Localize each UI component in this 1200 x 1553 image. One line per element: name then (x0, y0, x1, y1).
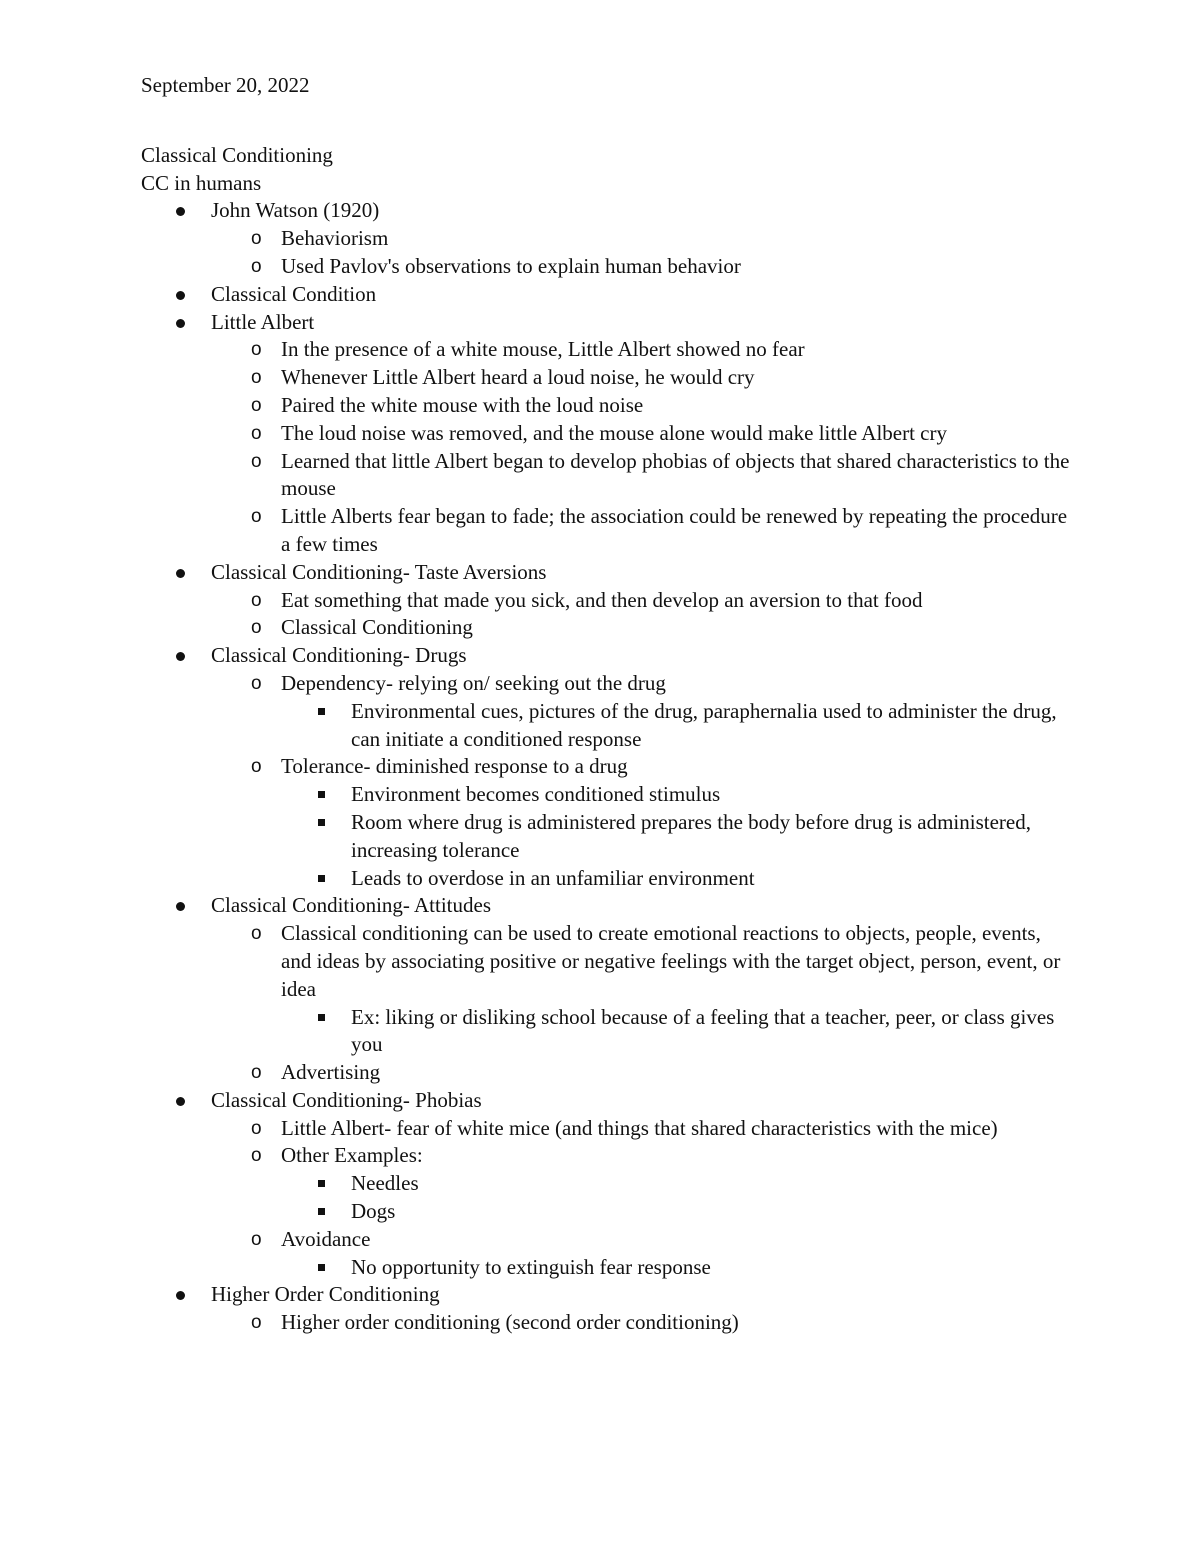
document-content (141, 72, 1071, 1337)
bullet-circle-icon: o (251, 1312, 262, 1334)
list-item-text: In the presence of a white mouse, Little Albert showed no fear (281, 337, 805, 362)
list-item-text: Room where drug is administered prepares the body before drug is administered, increasing tolerance (351, 809, 1031, 862)
list-item-text: Other Examples: (281, 1143, 423, 1168)
sub-list-level-2 (211, 1115, 1071, 1282)
list-item-level-1 (141, 892, 1071, 1087)
bullet-square-icon (318, 708, 325, 715)
list-item-text: Dependency- relying on/ seeking out the drug (281, 670, 666, 695)
blank-line (141, 100, 1071, 142)
bullet-circle-icon: o (251, 1117, 262, 1139)
bullet-circle-icon: o (251, 672, 262, 694)
sub-list-level-3 (281, 781, 1071, 892)
sub-list-level-3 (281, 1170, 1071, 1226)
bullet-dot-icon (176, 1097, 185, 1106)
list-item-level-2 (211, 503, 1071, 559)
bullet-circle-icon: o (251, 617, 262, 639)
list-item-level-2 (211, 1059, 1071, 1087)
sub-list-level-2 (211, 225, 1071, 281)
bullet-square-icon (318, 1208, 325, 1215)
list-item-level-1 (141, 1087, 1071, 1282)
list-item-text: Classical conditioning can be used to create emotional reactions to objects, people, events, and ideas by associating positive or negative feelings with the target object, person, event, or idea (281, 921, 1061, 1001)
notes-outline (141, 197, 1071, 1337)
list-item-text: Little Albert (211, 309, 315, 334)
bullet-dot-icon (176, 319, 185, 328)
list-item-text: John Watson (1920) (211, 198, 380, 223)
bullet-square-icon (318, 791, 325, 798)
bullet-circle-icon: o (251, 506, 262, 528)
bullet-dot-icon (176, 1291, 185, 1300)
list-item-level-3 (281, 1004, 1071, 1060)
bullet-dot-icon (176, 902, 185, 911)
sub-list-level-2 (211, 587, 1071, 643)
bullet-square-icon (318, 1264, 325, 1271)
bullet-dot-icon (176, 652, 185, 661)
bullet-circle-icon: o (251, 339, 262, 361)
list-item-level-3 (281, 1170, 1071, 1198)
list-item-text: Classical Conditioning- Attitudes (211, 893, 491, 918)
list-item-text: Advertising (281, 1060, 381, 1085)
list-item-level-2 (211, 920, 1071, 1059)
list-item-text: Little Alberts fear began to fade; the association could be renewed by repeating the procedure a few times (281, 504, 1068, 556)
list-item-level-3 (281, 1254, 1071, 1282)
list-item-text: Classical Conditioning- Phobias (211, 1087, 482, 1112)
list-item-text: Higher Order Conditioning (211, 1282, 440, 1307)
list-item-level-1 (141, 559, 1071, 642)
bullet-circle-icon: o (251, 923, 262, 945)
list-item-level-3 (281, 1198, 1071, 1226)
list-item-level-3 (281, 781, 1071, 809)
sub-list-level-3 (281, 1254, 1071, 1282)
bullet-circle-icon: o (251, 422, 262, 444)
bullet-circle-icon: o (251, 228, 262, 250)
bullet-square-icon (318, 819, 325, 826)
list-item-level-2 (211, 1226, 1071, 1282)
bullet-dot-icon (176, 291, 185, 300)
list-item-text: Used Pavlov's observations to explain human behavior (281, 253, 741, 278)
list-item-level-2 (211, 670, 1071, 753)
list-item-level-2 (211, 364, 1071, 392)
list-item-text: Environmental cues, pictures of the drug, paraphernalia used to administer the drug, can initiate a conditioned response (351, 698, 1057, 751)
list-item-text: Learned that little Albert began to develop phobias of objects that shared characteristics to the mouse (281, 448, 1070, 501)
list-item-level-2 (211, 587, 1071, 615)
list-item-level-1 (141, 197, 1071, 280)
bullet-circle-icon: o (251, 1062, 262, 1084)
list-item-level-2 (211, 614, 1071, 642)
list-item-level-3 (281, 809, 1071, 865)
sub-list-level-2 (211, 1309, 1071, 1337)
list-item-level-3 (281, 865, 1071, 893)
sub-list-level-2 (211, 336, 1071, 558)
list-item-level-1 (141, 642, 1071, 892)
list-item-text: Classical Conditioning- Taste Aversions (211, 559, 547, 584)
list-item-level-2 (211, 753, 1071, 892)
bullet-circle-icon: o (251, 756, 262, 778)
bullet-circle-icon: o (251, 589, 262, 611)
list-item-text: Paired the white mouse with the loud noise (281, 392, 644, 417)
sub-list-level-3 (281, 1004, 1071, 1060)
list-item-level-2 (211, 392, 1071, 420)
bullet-square-icon (318, 1014, 325, 1021)
list-item-text: The loud noise was removed, and the mouse alone would make little Albert cry (281, 420, 947, 445)
document-date: September 20, 2022 (141, 73, 310, 97)
list-item-text: Whenever Little Albert heard a loud noise, he would cry (281, 365, 755, 390)
document-title: Classical Conditioning (141, 142, 333, 167)
list-item-text: Avoidance (281, 1226, 371, 1251)
list-item-level-2 (211, 253, 1071, 281)
bullet-circle-icon: o (251, 450, 262, 472)
list-item-level-2 (211, 1142, 1071, 1225)
list-item-text: Environment becomes conditioned stimulus (351, 782, 721, 807)
list-item-text: Behaviorism (281, 226, 389, 251)
list-item-level-2 (211, 448, 1071, 504)
bullet-dot-icon (176, 569, 185, 578)
list-item-level-1 (141, 281, 1071, 309)
list-item-text: Little Albert- fear of white mice (and things that shared characteristics with the mice) (281, 1115, 998, 1140)
document-subtitle: CC in humans (141, 170, 262, 195)
list-item-text: Needles (351, 1171, 419, 1196)
list-item-text: Ex: liking or disliking school because of a feeling that a teacher, peer, or class gives you (351, 1004, 1055, 1057)
bullet-square-icon (318, 1180, 325, 1187)
list-item-text: Classical Conditioning (281, 615, 473, 640)
list-item-level-2 (211, 225, 1071, 253)
list-item-text: Classical Conditioning- Drugs (211, 643, 467, 668)
list-item-level-2 (211, 336, 1071, 364)
sub-list-level-2 (211, 670, 1071, 892)
bullet-dot-icon (176, 207, 185, 216)
sub-list-level-3 (281, 698, 1071, 754)
list-item-level-2 (211, 1309, 1071, 1337)
list-item-text: Dogs (351, 1199, 396, 1224)
list-item-level-3 (281, 698, 1071, 754)
sub-list-level-2 (211, 920, 1071, 1087)
list-item-text: Classical Condition (211, 281, 377, 306)
list-item-level-1 (141, 1281, 1071, 1337)
bullet-circle-icon: o (251, 367, 262, 389)
bullet-square-icon (318, 875, 325, 882)
list-item-text: Higher order conditioning (second order conditioning) (281, 1310, 739, 1335)
bullet-circle-icon: o (251, 255, 262, 277)
bullet-circle-icon: o (251, 1145, 262, 1167)
list-item-level-2 (211, 420, 1071, 448)
list-item-text: Eat something that made you sick, and then develop an aversion to that food (281, 587, 923, 612)
list-item-text: Tolerance- diminished response to a drug (281, 754, 628, 779)
bullet-circle-icon: o (251, 1228, 262, 1250)
list-item-text: Leads to overdose in an unfamiliar environment (351, 865, 755, 890)
list-item-level-2 (211, 1115, 1071, 1143)
list-item-text: No opportunity to extinguish fear response (351, 1254, 711, 1279)
list-item-level-1 (141, 309, 1071, 559)
bullet-circle-icon: o (251, 394, 262, 416)
